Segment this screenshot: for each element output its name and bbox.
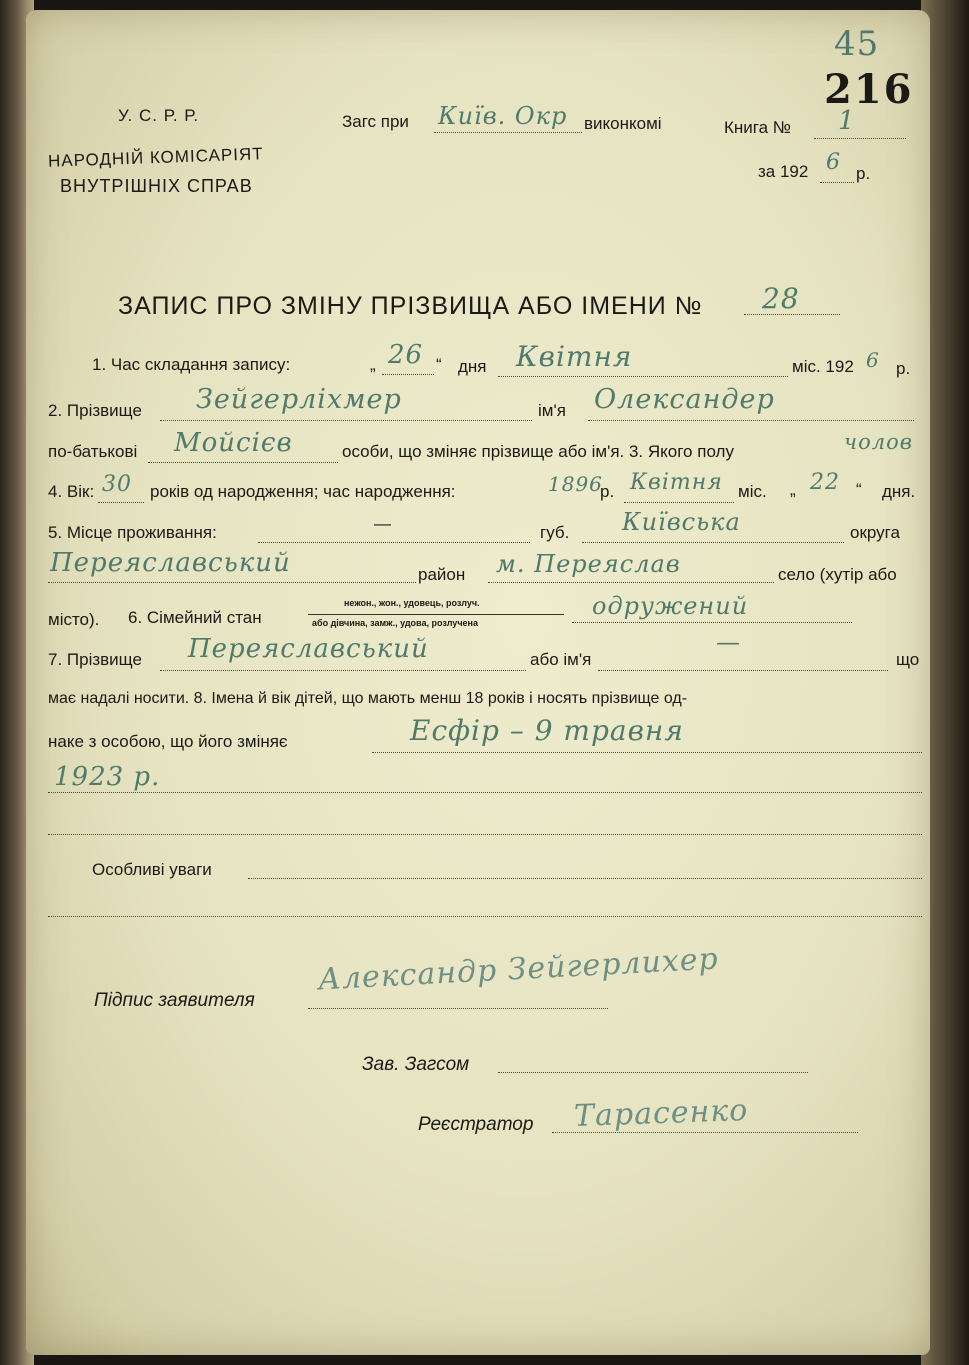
age-value: 30 (102, 472, 132, 497)
birth-month-word: міс. (738, 482, 767, 501)
record-page: У. С. Р. Р. НАРОДНІЙ КОМІСАРІЯТ ВНУТРІШНІХ СПРАВ Загс при Київ. Окр виконкомі Книга № 1 за 192 6 р. 45 216 ЗАПИС ПРО ЗМІНУ ПРІЗВИЩА АБО ІМЕНИ № 28 1. Час складання запису: „ 26 “ дня Квітня міс. 192 6 р. 2. Прізвище Зейгерліхмер ім'я Олександер по-батькові Мойсієв особи, що зміняє прізвище або ім'я. 3. Якого полу чолов 4. Вік: 30 років од народження; час народження: 1896 р. Квітня міс. „ 22 “ дня. 5. Місце проживання: — губ. Київська округа Переяславський район м. Переяслав село (хутір або місто). 6. Сімейний стан нежон., жон., удовець, розлуч. або дівчина, замж., удова, розлучена одружений 7. Прізвище Переяславський або ім'я — що має надалі носити. 8. Імена й вік дітей, що мають менш 18 років і носять прізвище од- наке з особою, що його зміняє Есфір – 9 травня 1923 р. Особливі уваги Підпис заявителя Александр Зейгерлихер Зав. Загсом Реєстратор Тарасенко (26, 10, 930, 1355)
year-suffix: р. (856, 164, 871, 183)
year-prefix: за 192 (758, 162, 809, 181)
gub-label: губ. (540, 523, 570, 542)
patronymic-tail: особи, що зміняє прізвище або ім'я. 3. Якого полу (342, 442, 734, 461)
year-digit: 6 (826, 150, 841, 175)
page-number-handwritten: 45 (834, 24, 880, 64)
surname-label: 2. Прізвище (48, 401, 142, 420)
applicant-signature: Александр Зейгерлихер (317, 941, 720, 998)
commissariat-line1: НАРОДНІЙ КОМІСАРІЯТ (47, 144, 264, 171)
zags-line (434, 132, 582, 133)
zags-handwritten: Київ. Окр (438, 102, 568, 130)
okruha-label: округа (850, 523, 900, 542)
new-name-label: або ім'я (530, 650, 592, 669)
page-number: 216 (824, 66, 914, 113)
children-value: Есфір – 9 травня (410, 714, 684, 747)
registrar-label: Реєстратор (418, 1114, 534, 1135)
time-year-digit: 6 (866, 348, 880, 372)
zags-prefix: Загс при (342, 112, 409, 131)
birth-day-word: дня. (882, 482, 916, 501)
new-name-tail: що (896, 650, 920, 669)
new-surname-label: 7. Прізвище (48, 650, 142, 669)
age-tail: років од народження; час народження: (150, 482, 456, 501)
family-options-top: нежон., жон., удовець, розлуч. (344, 598, 480, 608)
birth-day: 22 (810, 470, 840, 495)
city-value: м. Переяслав (496, 550, 681, 578)
sex-value: чолов (844, 430, 913, 454)
age-label: 4. Вік: (48, 482, 95, 501)
time-label: 1. Час складання запису: (92, 355, 291, 374)
applicant-signature-label: Підпис заявителя (94, 990, 255, 1011)
notes-label: Особливі уваги (92, 860, 212, 879)
zags-head-line (498, 1072, 808, 1073)
time-month: Квітня (516, 340, 633, 373)
family-label: 6. Сімейний стан (128, 608, 262, 627)
birth-year: 1896 (548, 472, 603, 496)
new-surname-value: Переяславський (188, 634, 429, 664)
ussr-label: У. С. Р. Р. (118, 106, 200, 125)
year-line (820, 182, 854, 183)
patronymic-value: Мойсієв (174, 428, 293, 458)
time-month-word: міс. 192 (792, 357, 854, 376)
okruha-value: Київська (622, 508, 741, 536)
birth-month: Квітня (630, 470, 723, 495)
raion-label: район (418, 565, 466, 584)
notes-line-1 (248, 878, 922, 879)
raion-value: Переяславський (50, 548, 291, 578)
surname-value: Зейгерліхмер (196, 384, 402, 415)
notes-line-2 (48, 916, 922, 917)
book-number: 1 (838, 106, 856, 136)
children-line1: має надалі носити. 8. Імена й вік дітей, що мають менш 18 років і носять прізвище од- (48, 690, 688, 707)
zags-head-label: Зав. Загсом (362, 1054, 470, 1075)
children-year: 1923 р. (54, 762, 161, 792)
book-label: Книга № (724, 118, 792, 137)
city-word: місто). (48, 610, 100, 629)
registrar-signature: Тарасенко (573, 1092, 749, 1135)
zags-suffix: виконкомі (584, 114, 662, 133)
new-name-value: — (716, 628, 741, 656)
time-year-suffix: р. (896, 359, 911, 378)
residence-blank: — (374, 514, 391, 533)
record-number-line (744, 314, 840, 315)
record-title: ЗАПИС ПРО ЗМІНУ ПРІЗВИЩА АБО ІМЕНИ № (118, 292, 703, 320)
patronymic-label: по-батькові (48, 442, 138, 461)
record-number: 28 (762, 282, 800, 315)
family-status-value: одружений (592, 592, 749, 620)
commissariat-line2: ВНУТРІШНІХ СПРАВ (60, 176, 253, 196)
village-label: село (хутір або (778, 565, 897, 584)
children-line2: наке з особою, що його зміняє (48, 732, 288, 751)
time-day-word: дня (458, 357, 487, 376)
name-label: ім'я (538, 401, 566, 420)
residence-label: 5. Місце проживання: (48, 523, 217, 542)
time-day: 26 (388, 340, 424, 370)
name-value: Олександер (594, 384, 775, 415)
book-line (814, 138, 906, 139)
birth-r: р. (600, 482, 615, 501)
family-options-bottom: або дівчина, замж., удова, розлучена (312, 618, 478, 628)
